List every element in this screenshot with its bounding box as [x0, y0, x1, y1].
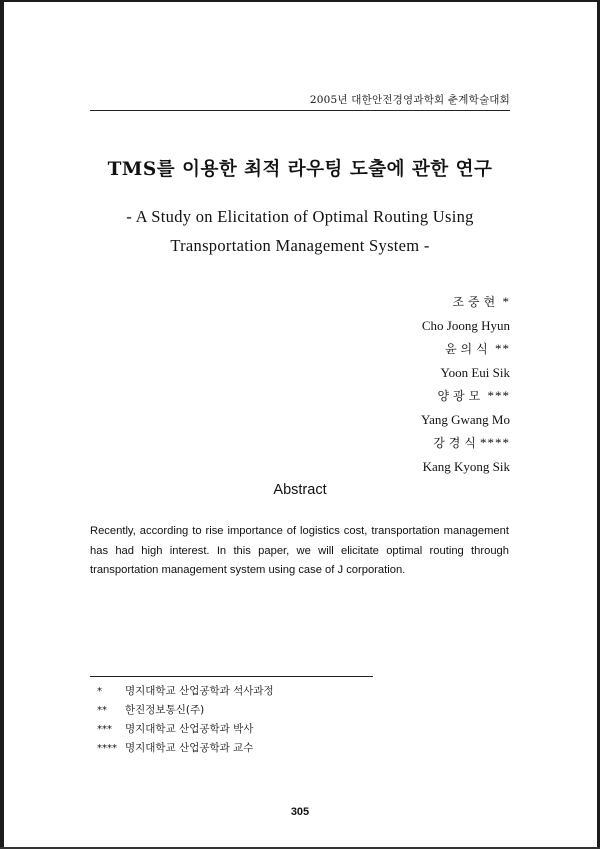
footnote-item: **** 명지대학교 산업공학과 교수: [97, 742, 254, 754]
author-3-mark: ***: [487, 388, 510, 403]
scan-border-top: [0, 0, 600, 2]
author-1-mark: *: [502, 294, 510, 309]
author-2-mark: **: [495, 341, 510, 356]
abstract-heading: Abstract: [273, 482, 327, 498]
footnote-item: *** 명지대학교 산업공학과 박사: [97, 723, 254, 735]
author-3-english: Yang Gwang Mo: [421, 412, 510, 427]
footnote-list: [97, 682, 274, 758]
running-header: 2005년 대한안전경영과학회 춘계학술대회: [309, 94, 510, 106]
scan-border-left: [0, 0, 4, 849]
author-2-english: Yoon Eui Sik: [440, 365, 510, 380]
author-2-korean: 윤의식 **: [444, 341, 510, 356]
author-3-korean: 양광모 ***: [437, 388, 510, 403]
author-4-mark: ****: [480, 435, 510, 450]
author-4-english: Kang Kyong Sik: [422, 459, 510, 474]
footnote-item: * 명지대학교 산업공학과 석사과정: [97, 685, 274, 697]
header-rule: [90, 110, 510, 111]
paper-title-korean: TMS를 이용한 최적 라우팅 도출에 관한 연구: [107, 159, 493, 180]
page-number: 305: [290, 806, 310, 818]
paper-title-english-line1: - A Study on Elicitation of Optimal Routing Using: [126, 207, 474, 226]
paper-title-english-line2: Transportation Management System -: [170, 236, 430, 255]
author-1-korean: 조중현 *: [452, 294, 510, 309]
footnote-rule: [90, 676, 373, 677]
footnote-item: ** 한진정보통신(주): [97, 704, 205, 716]
author-4-korean: 강경식****: [433, 435, 510, 450]
abstract-body: Recently, according to rise importance of logistics cost, transportation management has had high interest. In this paper, we will elicitate optimal routing through transportation management system using case of J corporation.: [90, 525, 509, 577]
author-list: [421, 290, 510, 478]
author-1-english: Cho Joong Hyun: [421, 318, 510, 333]
